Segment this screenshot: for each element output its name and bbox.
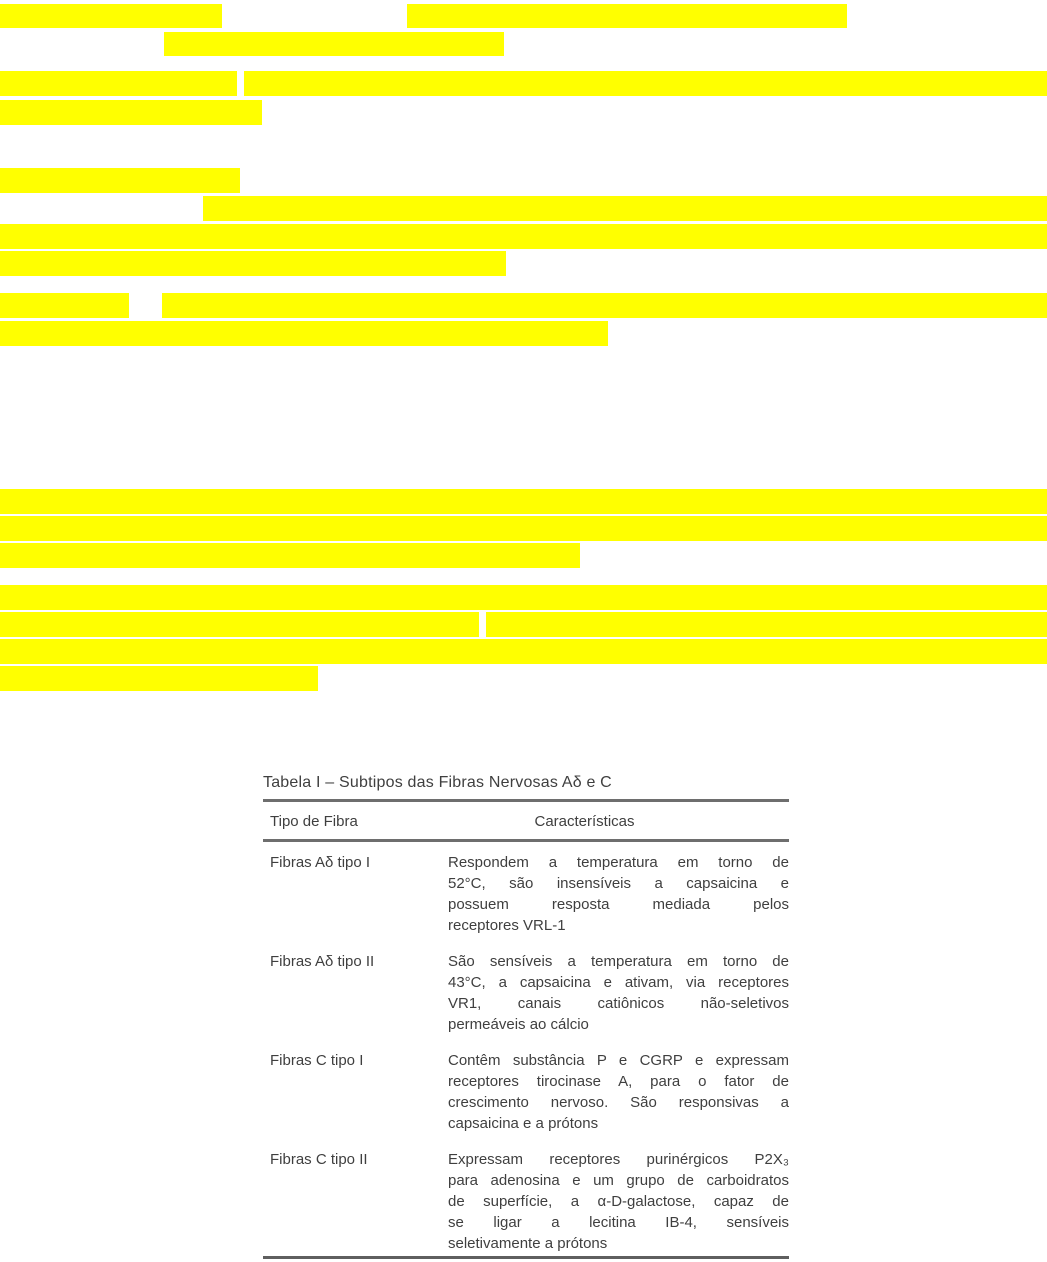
characteristics-line: VR1, canais catiônicos não-seletivos [448, 995, 789, 1012]
table-body [263, 852, 789, 1254]
table-row [263, 852, 789, 936]
highlight-bar [0, 224, 1047, 249]
characteristics-line: para adenosina e um grupo de carboidratos [448, 1172, 789, 1189]
fiber-type-cell: Fibras Aδ tipo I [270, 854, 371, 871]
highlight-bar [0, 321, 608, 346]
highlight-bar [0, 639, 1047, 664]
highlight-bar [486, 612, 1047, 637]
fiber-type-cell: Fibras C tipo II [270, 1151, 368, 1168]
characteristics-cell [448, 1050, 789, 1134]
highlight-bar [0, 4, 222, 28]
characteristics-line: Expressam receptores purinérgicos P2X₃ [448, 1151, 789, 1168]
characteristics-line: Respondem a temperatura em torno de [448, 854, 789, 871]
characteristics-line: possuem resposta mediada pelos [448, 896, 789, 913]
highlight-bar [244, 71, 1047, 96]
highlight-bar [203, 196, 1047, 221]
highlight-bar [0, 71, 237, 96]
characteristics-line: permeáveis ao cálcio [448, 1016, 589, 1033]
table-rule-bottom [263, 1256, 789, 1259]
characteristics-line: receptores tirocinase A, para o fator de [448, 1073, 789, 1090]
fiber-type-cell: Fibras C tipo I [270, 1052, 364, 1069]
highlight-bar [0, 251, 506, 276]
table-row [263, 951, 789, 1035]
characteristics-line: de superfície, a α-D-galactose, capaz de [448, 1193, 789, 1210]
highlight-bar [0, 543, 580, 568]
table-header [263, 802, 789, 839]
highlight-bar [0, 100, 262, 125]
table-row [263, 1050, 789, 1134]
characteristics-line: capsaicina e a prótons [448, 1115, 599, 1132]
table-title: Tabela I – Subtipos das Fibras Nervosas Aδ e C [263, 774, 612, 791]
highlight-bar [0, 168, 240, 193]
highlight-bar [407, 4, 847, 28]
table-tabela-1 [263, 772, 789, 1259]
highlight-bar [0, 666, 318, 691]
characteristics-line: 52°C, são insensíveis a capsaicina e [448, 875, 789, 892]
highlight-bar [0, 585, 1047, 610]
highlight-bar [0, 516, 1047, 541]
highlight-bar [0, 293, 129, 318]
characteristics-line: receptores VRL-1 [448, 917, 566, 934]
characteristics-line: crescimento nervoso. São responsivas a [448, 1094, 789, 1111]
column-header-caracteristicas: Características [534, 813, 635, 830]
characteristics-line: São sensíveis a temperatura em torno de [448, 953, 789, 970]
characteristics-line: seletivamente a prótons [448, 1235, 608, 1252]
table-row [263, 1149, 789, 1254]
fiber-type-cell: Fibras Aδ tipo II [270, 953, 375, 970]
characteristics-cell [448, 951, 789, 1035]
characteristics-line: 43°C, a capsaicina e ativam, via receptores [448, 974, 789, 991]
highlight-bar [162, 293, 1047, 318]
characteristics-cell [448, 1149, 789, 1254]
highlight-bar [0, 612, 479, 637]
highlight-bar [164, 32, 504, 56]
highlight-bar [0, 489, 1047, 514]
column-header-tipo-de-fibra: Tipo de Fibra [270, 813, 358, 830]
characteristics-line: Contêm substância P e CGRP e expressam [448, 1052, 789, 1069]
table-rule-header [263, 839, 789, 842]
characteristics-line: se ligar a lecitina IB-4, sensíveis [448, 1214, 789, 1231]
characteristics-cell [448, 852, 789, 936]
